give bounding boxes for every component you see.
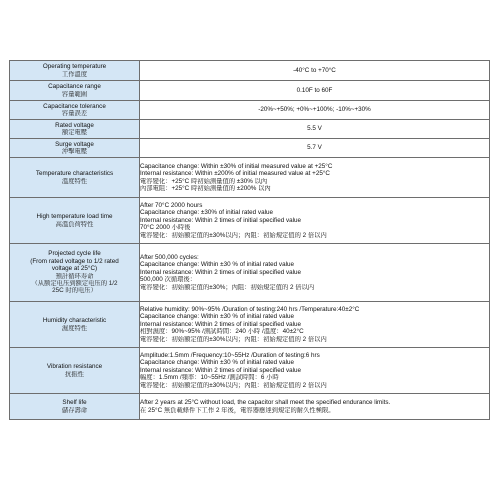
spec-label-cell <box>10 61 140 81</box>
spec-value-cell <box>140 139 490 158</box>
label-chinese-line: 抗振性 <box>65 370 84 378</box>
spec-label-cell <box>10 198 140 244</box>
spec-value-cell <box>140 198 490 244</box>
label-chinese-line: 額定電壓 <box>61 129 88 136</box>
label-english-line: Capacitance range <box>48 83 101 91</box>
spec-label-cell <box>10 81 140 101</box>
value-line: Internal resistance: Within 2 times of initial specified value <box>140 268 301 276</box>
spec-row <box>10 348 490 394</box>
spec-value-cell <box>140 348 490 394</box>
label-english-line: Humidity characteristic <box>42 317 107 325</box>
label-english-line: Shelf life <box>62 399 87 407</box>
spec-row <box>10 139 490 158</box>
spec-row <box>10 244 490 302</box>
label-chinese-line: 工作溫度 <box>61 70 88 78</box>
value-line: 5.7 V <box>307 144 322 152</box>
spec-row <box>10 394 490 420</box>
value-line: Internal resistance: Within 2 times of initial specified value <box>140 216 301 224</box>
specification-table <box>9 60 490 420</box>
value-line: After 500,000 cycles: <box>140 253 199 261</box>
spec-value-cell <box>140 101 490 120</box>
label-chinese-line: 沖擊電壓 <box>61 148 88 155</box>
spec-row <box>10 120 490 139</box>
spec-label-cell <box>10 302 140 348</box>
value-line: -40°C to +70°C <box>293 66 336 74</box>
spec-label-cell <box>10 394 140 420</box>
label-chinese-line: 溫度特性 <box>61 177 88 185</box>
spec-value-cell <box>140 120 490 139</box>
value-line: Capacitance change: ±30% of initial rated value <box>140 209 273 217</box>
value-line: After 2 years at 25°C without load, the capacitor shall meet the specified endurance limits. <box>140 399 391 407</box>
label-english-line: voltage at 25°C) <box>51 265 98 273</box>
value-line: Capacitance change: Within ±30 % of initial rated value <box>140 261 294 269</box>
spec-value-cell <box>140 302 490 348</box>
value-line: Capacitance change: Within ±30 % of initial rated value <box>140 359 294 367</box>
spec-value-cell <box>140 158 490 198</box>
value-line: Internal resistance: Within ±200% of initial measured value at +25°C <box>140 170 330 178</box>
value-line: After 70°C 2000 hours <box>140 201 203 209</box>
label-english-line: Operating temperature <box>42 63 107 71</box>
value-line: Internal resistance: Within 2 times of initial specified value <box>140 366 301 374</box>
value-line: 電容變化：+25°C 時初始測量值的 ±30% 以內 <box>140 177 268 185</box>
label-english-line: Projected cycle life <box>48 250 101 258</box>
spec-value-cell <box>140 394 490 420</box>
value-line: -20%~+50%; +0%~+100%; -10%~+30% <box>258 106 371 114</box>
label-chinese-line: （从额定电压到额定电压的 1/2 <box>31 279 118 287</box>
value-line: 相對濕度：90%~95% /測試時間：240 小時 /溫度：40±2°C <box>140 328 304 336</box>
label-english-line: Surge voltage <box>55 140 94 148</box>
value-line: Capacitance change: Within ±30% of initial measured value at +25°C <box>140 162 333 170</box>
spec-value-cell <box>140 61 490 81</box>
label-chinese-line: 濕度特性 <box>61 324 88 332</box>
value-line: Capacitance change: Within ±30 % of initial rated value <box>140 313 294 321</box>
label-english-line: Rated voltage <box>55 121 94 129</box>
value-line: 在 25°C 無負載條件下工作 2 年後，電容器應達到規定的耐久性極限。 <box>140 406 335 414</box>
label-chinese-line: 25C 时的电压） <box>52 287 97 295</box>
spec-label-cell <box>10 120 140 139</box>
label-chinese-line: 儲存壽命 <box>61 406 88 414</box>
spec-value-cell <box>140 244 490 302</box>
label-english-line: Temperature characteristics <box>35 170 114 178</box>
value-line: 0.10F to 60F <box>296 86 333 94</box>
value-line: 電容變化：初始額定值的±30%以内；內阻：初始規定值的 2 倍以内 <box>140 335 327 343</box>
spec-row <box>10 81 490 101</box>
specification-table-body <box>10 61 490 420</box>
label-chinese-line: 容量誤差 <box>61 110 88 117</box>
label-chinese-line: 預計循环寿命 <box>55 272 94 280</box>
spec-label-cell <box>10 244 140 302</box>
spec-label-cell <box>10 101 140 120</box>
value-line: 電容變化：初始額定值的±30%以内；內阻：初始規定值的 2 倍以内 <box>140 231 327 239</box>
value-line: 電容變化：初始額定值的±30%以内；內阻：初始規定值的 2 倍以内 <box>140 381 327 389</box>
spec-label-cell <box>10 158 140 198</box>
spec-row <box>10 61 490 81</box>
spec-label-cell <box>10 139 140 158</box>
value-line: 500,000 次循環後： <box>140 276 196 284</box>
spec-row <box>10 158 490 198</box>
label-english-line: (From rated voltage to 1/2 rated <box>30 257 119 265</box>
spec-row <box>10 101 490 120</box>
label-chinese-line: 高溫負荷特性 <box>55 220 94 228</box>
value-line: Internal resistance: Within 2 times of initial specified value <box>140 320 301 328</box>
label-english-line: Vibration resistance <box>46 363 103 371</box>
spec-row <box>10 198 490 244</box>
value-line: Relative humidity: 90%~95% /Duration of testing:240 hrs /Temperature:40±2°C <box>140 305 360 313</box>
value-line: 內部電阻：+25°C 時初始測量值的 ±200% 以內 <box>140 184 271 192</box>
value-line: Amplitude:1.5mm /Frequency:10~55Hz /Duration of testing:6 hrs <box>140 351 320 359</box>
spec-value-cell <box>140 81 490 101</box>
spec-row <box>10 302 490 348</box>
label-chinese-line: 容量範圍 <box>61 90 88 98</box>
value-line: 70°C 2000 小時後 <box>140 224 191 232</box>
value-line: 電容變化：初始額定值的±30%；內阻：初始規定值的 2 倍以内 <box>140 283 315 291</box>
label-english-line: High temperature load time <box>36 213 113 221</box>
value-line: 幅度：1.5mm /頻率：10~55Hz /測試時間：6 小時 <box>140 374 279 382</box>
label-english-line: Capacitance tolerance <box>43 102 106 110</box>
spec-label-cell <box>10 348 140 394</box>
value-line: 5.5 V <box>307 125 322 133</box>
